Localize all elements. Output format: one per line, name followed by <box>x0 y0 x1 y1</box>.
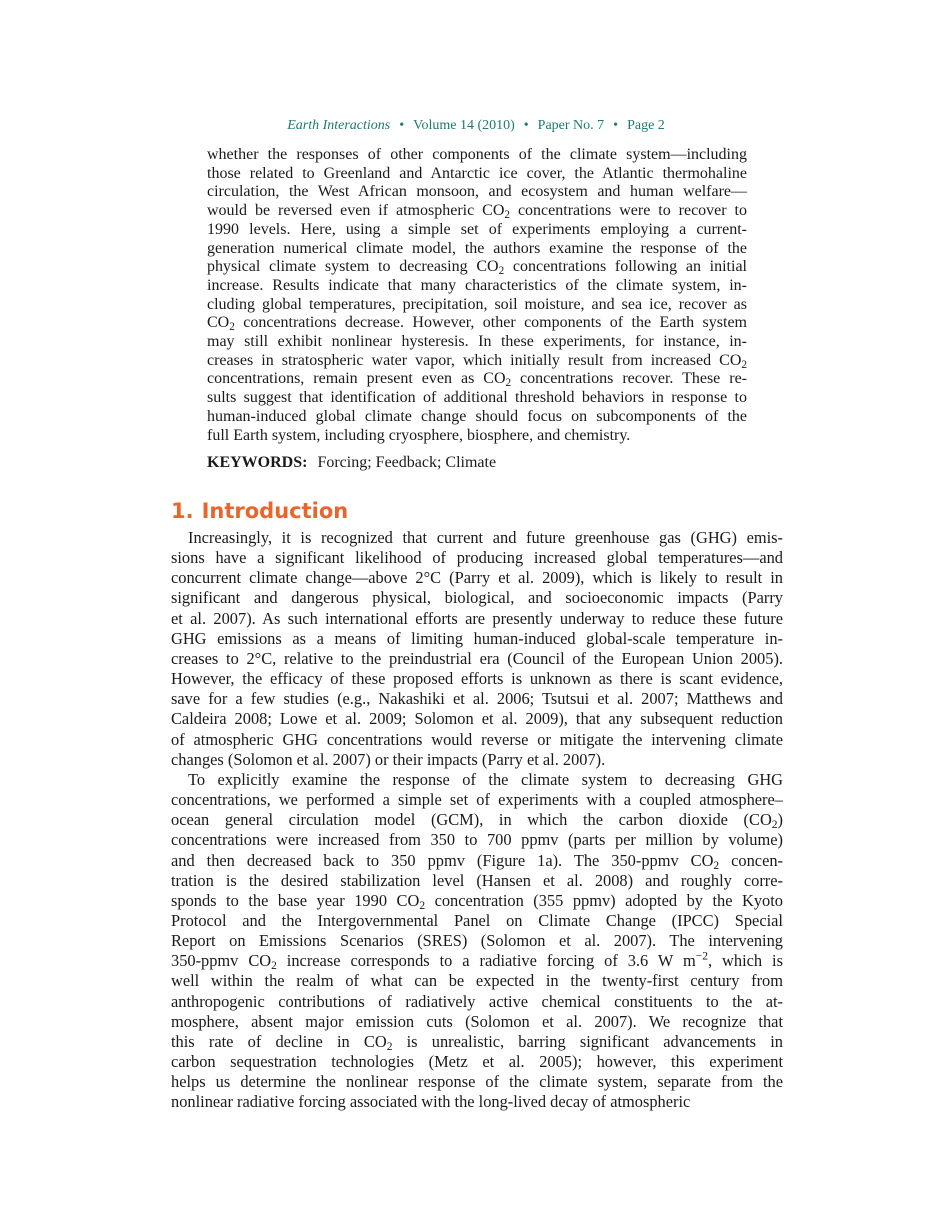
header-separator: • <box>613 118 619 133</box>
abstract-line: human-induced global climate change should focus on subcomponents of the <box>207 407 747 425</box>
page-number: Page 2 <box>627 118 665 133</box>
paragraph-2 <box>171 770 783 1113</box>
paragraph-line: this rate of decline in $CO_2$ is unrealistic, barring significant advancements in <box>171 1031 783 1053</box>
abstract-line: sults suggest that identification of additional threshold behaviors in response to <box>207 389 747 407</box>
paragraph-line: Caldeira 2008; Lowe et al. 2009; Solomon et al. 2009), that any subsequent reduction <box>171 709 783 729</box>
paragraph-line: nonlinear radiative forcing associated with the long-lived decay of atmospheric <box>171 1092 691 1112</box>
abstract-line: increase. Results indicate that many characteristics of the climate system, in- <box>207 276 747 294</box>
paragraph-line: well within the realm of what can be expected in the twenty-first century from <box>171 971 783 991</box>
section-title: Introduction <box>201 499 349 523</box>
journal-volume: Volume 14 (2010) <box>413 118 515 133</box>
paragraph-line: changes (Solomon et al. 2007) or their impacts (Parry et al. 2007). <box>171 749 606 769</box>
keywords-label: KEYWORDS: <box>207 454 308 471</box>
abstract-line: whether the responses of other components of the climate system—including <box>207 146 747 163</box>
paragraph-line: concurrent climate change—above 2°C (Parry et al. 2009), which is likely to result in <box>171 568 783 588</box>
abstract-text <box>207 146 747 445</box>
journal-name: Earth Interactions <box>287 118 391 133</box>
paragraph-line: et al. 2007). As such international efforts are presently underway to reduce these future <box>171 608 783 628</box>
paragraph-line: sponds to the base year 1990 $CO_2$ concentration (355 ppmv) adopted by the Kyoto <box>171 890 783 912</box>
paragraph-line: Protocol and the Intergovernmental Panel on Climate Change (IPCC) Special <box>171 910 783 930</box>
paragraph-line: concentrations, we performed a simple set of experiments with a coupled atmosphere– <box>171 790 783 810</box>
keywords <box>207 453 496 473</box>
paragraph-line: However, the efficacy of these proposed efforts is unknown as there is scant evidence, <box>171 669 783 689</box>
paragraph-line: and then decreased back to 350 ppmv (Figure 1a). The 350-ppmv $CO_2$ concen- <box>171 850 783 872</box>
paragraph-line: mosphere, absent major emission cuts (Solomon et al. 2007). We recognize that <box>171 1011 783 1031</box>
header-separator: • <box>523 118 529 133</box>
paragraph-line: sions have a significant likelihood of producing increased global temperatures—and <box>171 548 783 568</box>
paragraph-1 <box>171 528 783 770</box>
abstract-line: would be reversed even if atmospheric $CO_2$ concentrations were to recover to <box>207 202 747 221</box>
abstract-line: concentrations, remain present even as $CO_2$ concentrations recover. These re- <box>207 370 747 390</box>
paper-number: Paper No. 7 <box>537 118 605 133</box>
keywords-list: Forcing; Feedback; Climate <box>317 454 497 471</box>
paragraph-line: carbon sequestration technologies (Metz et al. 2005); however, this experiment <box>171 1052 783 1072</box>
paragraph-line: anthropogenic contributions of radiatively active chemical constituents to the at- <box>171 991 783 1011</box>
paragraph-line: helps us determine the nonlinear response of the climate system, separate from the <box>171 1072 783 1092</box>
abstract-line: 1990 levels. Here, using a simple set of experiments employing a current- <box>207 220 747 238</box>
body-text <box>171 528 783 1113</box>
paragraph-line: ocean general circulation model (GCM), in which the carbon dioxide $(CO_2)$ <box>171 810 783 832</box>
abstract-line: cluding global temperatures, precipitation, soil moisture, and sea ice, recover as <box>207 295 747 313</box>
header-separator: • <box>399 118 405 133</box>
paragraph-line: 350-ppmv $CO_2$ increase corresponds to a radiative forcing of 3.6 W $m^{-2}$, which is <box>171 950 783 973</box>
abstract-line: creases in stratospheric water vapor, which initially result from increased $CO_2$ <box>207 351 747 371</box>
running-header <box>0 117 952 135</box>
paragraph-line: Report on Emissions Scenarios (SRES) (Solomon et al. 2007). The intervening <box>171 931 783 951</box>
abstract-line: those related to Greenland and Antarctic ice cover, the Atlantic thermohaline <box>207 164 747 182</box>
paragraph-line: of atmospheric GHG concentrations would reverse or mitigate the intervening climate <box>171 729 783 749</box>
section-heading-introduction <box>171 497 348 525</box>
abstract-line: physical climate system to decreasing $CO_2$ concentrations following an initial <box>207 258 747 278</box>
paragraph-line: To explicitly examine the response of the climate system to decreasing GHG <box>188 769 783 789</box>
paragraph-line: significant and dangerous physical, biological, and socioeconomic impacts (Parry <box>171 588 783 608</box>
abstract-line: full Earth system, including cryosphere, biosphere, and chemistry. <box>207 426 631 444</box>
paragraph-line: Increasingly, it is recognized that current and future greenhouse gas (GHG) emis- <box>188 528 783 547</box>
paragraph-line: save for a few studies (e.g., Nakashiki et al. 2006; Tsutsui et al. 2007; Matthews and <box>171 689 783 709</box>
abstract-line: generation numerical climate model, the authors examine the response of the <box>207 239 747 257</box>
paragraph-line: creases to 2°C, relative to the preindustrial era (Council of the European Union 2005). <box>171 648 783 668</box>
paragraph-line: GHG emissions as a means of limiting human-induced global-scale temperature in- <box>171 628 783 648</box>
abstract-line: may still exhibit nonlinear hysteresis. In these experiments, for instance, in- <box>207 333 747 351</box>
paragraph-line: concentrations were increased from 350 to 700 ppmv (parts per million by volume) <box>171 830 783 850</box>
abstract-line: $CO_2$ concentrations decrease. However, other components of the Earth system <box>207 314 747 334</box>
section-number: 1. <box>171 499 194 523</box>
paragraph-line: tration is the desired stabilization level (Hansen et al. 2008) and roughly corre- <box>171 870 783 890</box>
abstract-line: circulation, the West African monsoon, and ecosystem and human welfare— <box>207 183 747 201</box>
